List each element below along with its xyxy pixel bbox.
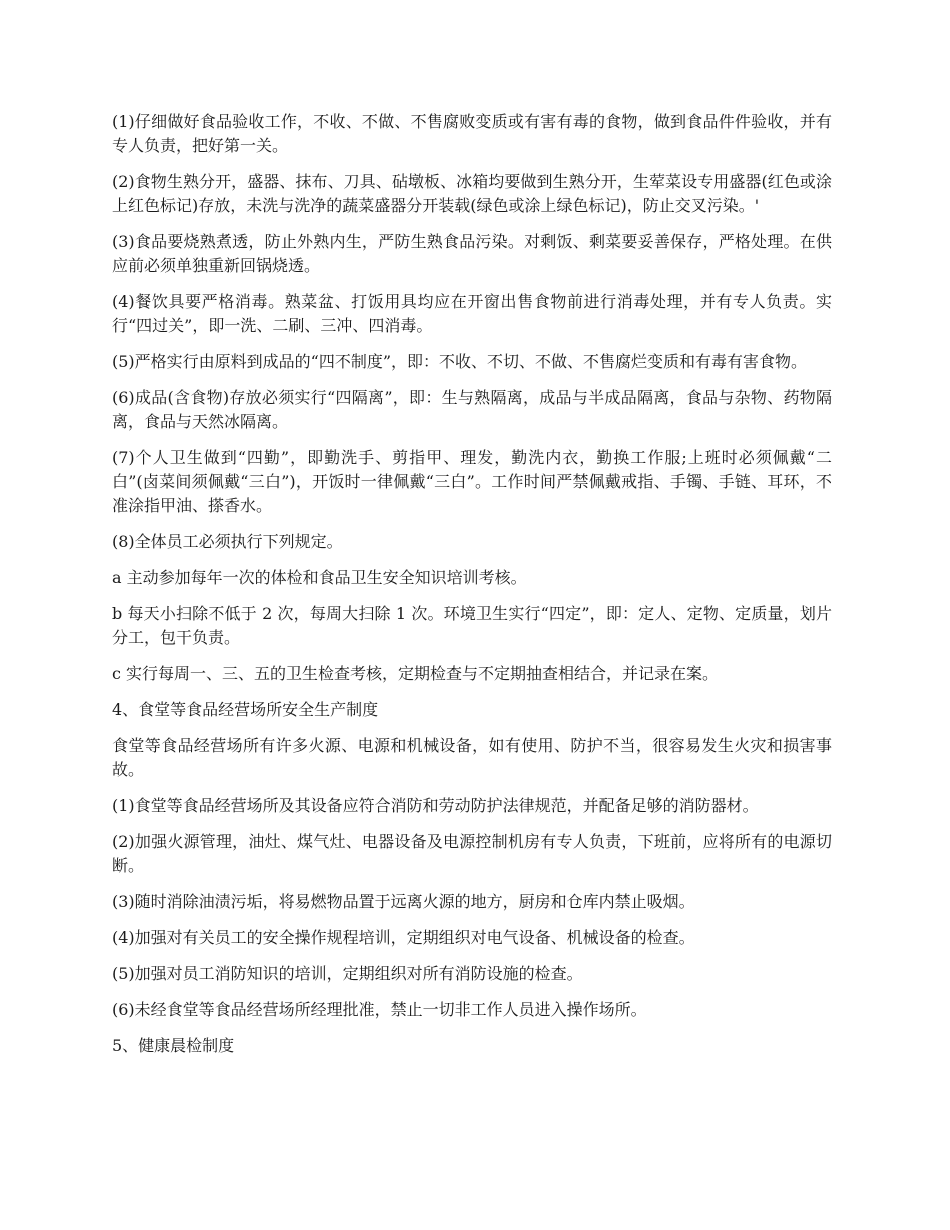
- paragraph-safety-1: (1)食堂等食品经营场所及其设备应符合消防和劳动防护法律规范，并配备足够的消防器材。: [112, 796, 759, 815]
- paragraph-safety-5: (5)加强对员工消防知识的培训，定期组织对所有消防设施的检查。: [112, 964, 583, 983]
- paragraph-rule-5: (5)严格实行由原料到成品的“四不制度”，即：不收、不切、不做、不售腐烂变质和有毒有害食物。: [112, 352, 808, 371]
- paragraph-item-a: a 主动参加每年一次的体检和食品卫生安全知识培训考核。: [112, 568, 527, 587]
- paragraph-safety-6: (6)未经食堂等食品经营场所经理批准，禁止一切非工作人员进入操作场所。: [112, 1000, 647, 1019]
- paragraph-safety-3: (3)随时消除油渍污垢，将易燃物品置于远离火源的地方，厨房和仓库内禁止吸烟。: [112, 892, 695, 911]
- paragraph-rule-3: (3)食品要烧熟煮透，防止外熟内生，严防生熟食品污染。对剩饭、剩菜要妥善保存，严格处理。在供应前必须单独重新回锅烧透。: [112, 232, 832, 275]
- paragraph-rule-7: (7)个人卫生做到“四勤”，即勤洗手、剪指甲、理发，勤洗内衣，勤换工作服;上班时必须佩戴“二白”(卤菜间须佩戴“三白”)，开饭时一律佩戴“三白”。工作时间严禁佩戴戒指、手镯、手链、耳环，不准涂指甲油、搽香水。: [112, 448, 832, 515]
- paragraph-rule-2: (2)食物生熟分开，盛器、抹布、刀具、砧墩板、冰箱均要做到生熟分开，生荤菜设专用盛器(红色或涂上红色标记)存放，未洗与洗净的蔬菜盛器分开装载(绿色或涂上绿色标记)，防止交叉污染。': [112, 172, 832, 215]
- paragraph-rule-6: (6)成品(含食物)存放必须实行“四隔离”，即：生与熟隔离，成品与半成品隔离，食品与杂物、药物隔离，食品与天然冰隔离。: [112, 388, 832, 431]
- paragraph-section-intro: 食堂等食品经营场所有许多火源、电源和机械设备，如有使用、防护不当，很容易发生火灾和损害事故。: [112, 736, 832, 779]
- paragraph-safety-4: (4)加强对有关员工的安全操作规程培训，定期组织对电气设备、机械设备的检查。: [112, 928, 695, 947]
- paragraph-rule-8: (8)全体员工必须执行下列规定。: [112, 532, 343, 551]
- section-heading-5: 5、健康晨检制度: [112, 1036, 235, 1055]
- document-page: [112, 110, 832, 1070]
- paragraph-rule-4: (4)餐饮具要严格消毒。熟菜盆、打饭用具均应在开窗出售食物前进行消毒处理，并有专人负责。实行“四过关”，即一洗、二刷、三冲、四消毒。: [112, 292, 832, 335]
- paragraph-safety-2: (2)加强火源管理，油灶、煤气灶、电器设备及电源控制机房有专人负责，下班前，应将所有的电源切断。: [112, 832, 832, 875]
- paragraph-item-b: b 每天小扫除不低于 2 次，每周大扫除 1 次。环境卫生实行“四定”，即：定人、定物、定质量，划片分工，包干负责。: [112, 604, 832, 647]
- paragraph-rule-1: (1)仔细做好食品验收工作，不收、不做、不售腐败变质或有害有毒的食物，做到食品件件验收，并有专人负责，把好第一关。: [112, 112, 832, 155]
- paragraph-item-c: c 实行每周一、三、五的卫生检查考核，定期检查与不定期抽查相结合，并记录在案。: [112, 664, 719, 683]
- section-heading-4: 4、食堂等食品经营场所安全生产制度: [112, 700, 379, 719]
